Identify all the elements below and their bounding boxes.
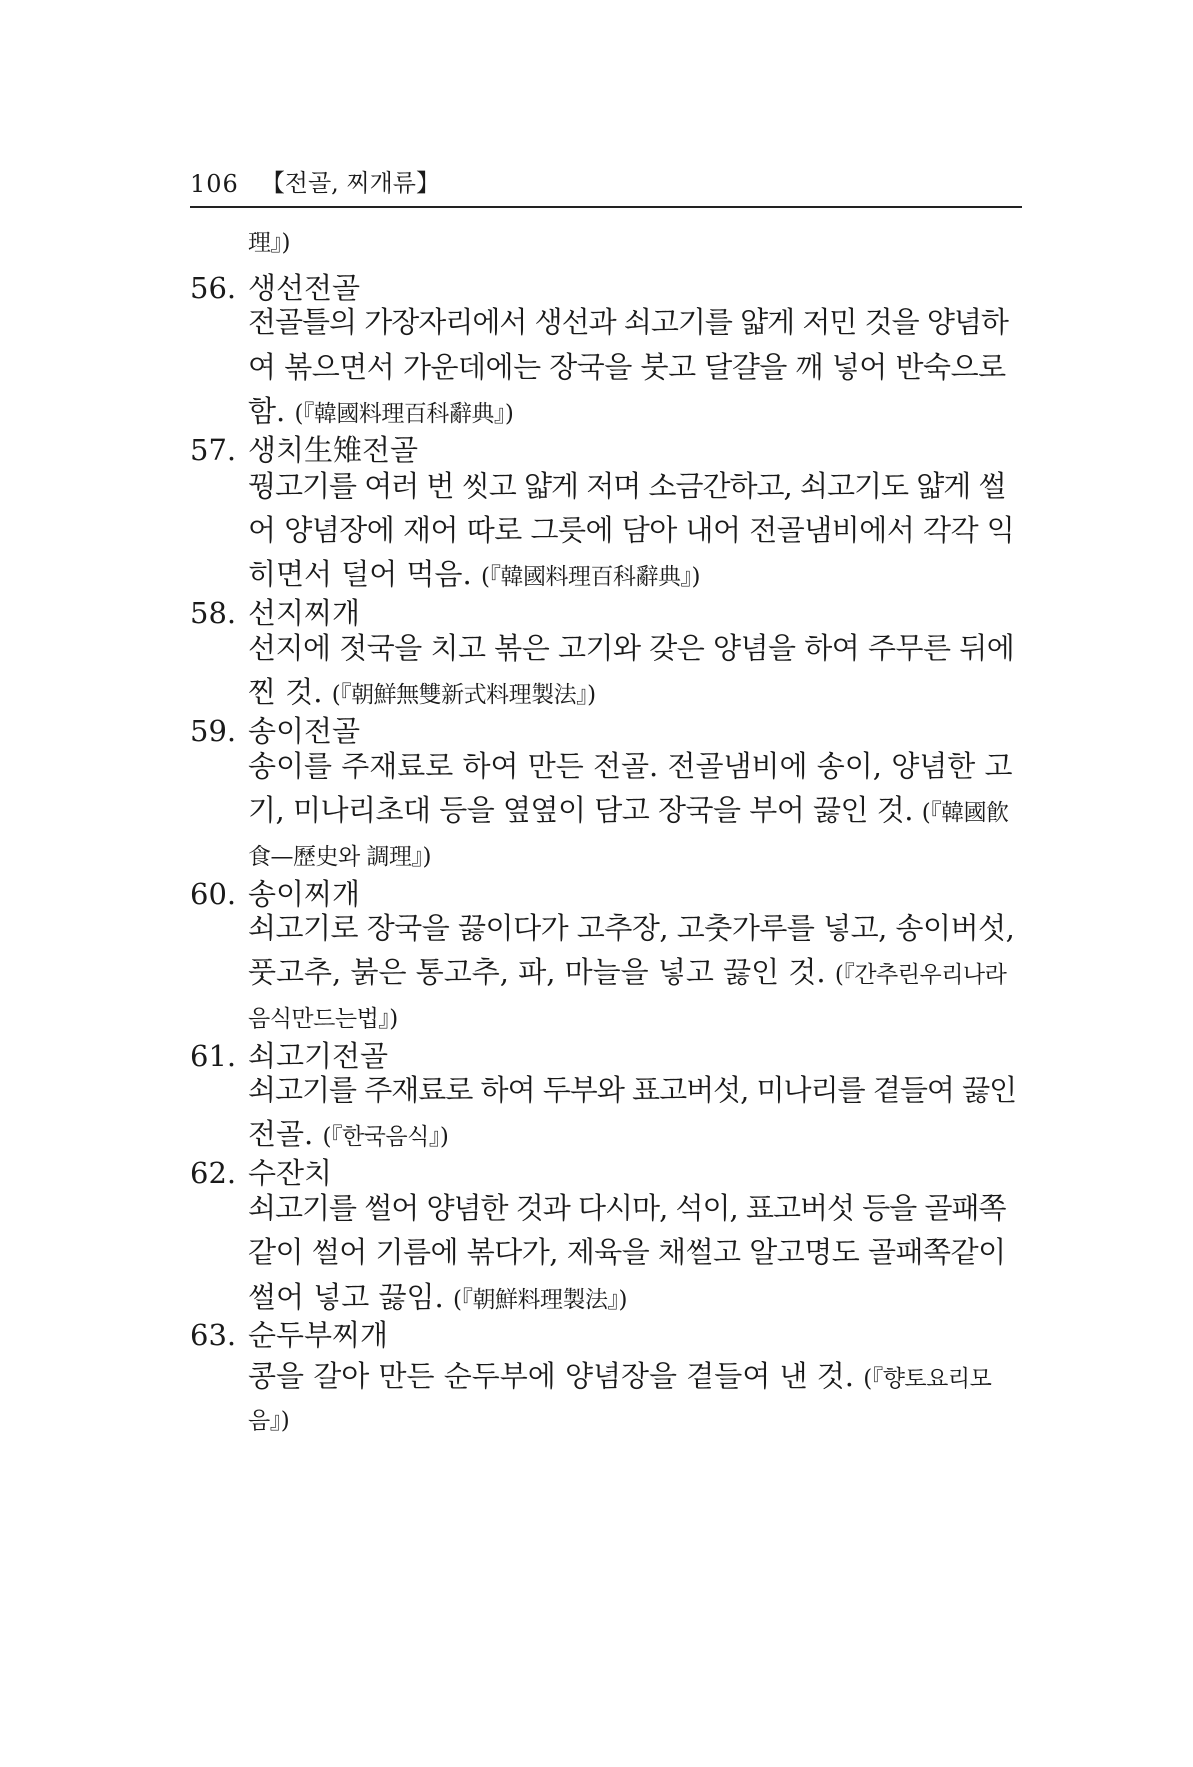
entry-text-line: 쇠고기를 주재료로 하여 두부와 표고버섯, 미나리를 곁들여 끓인 [248, 1073, 1017, 1107]
entry-title: 생선전골 [248, 271, 361, 305]
entry-text-line: 선지에 젓국을 치고 볶은 고기와 갖은 양념을 하여 주무른 뒤에 [248, 631, 1015, 665]
entry-text-line [248, 834, 1016, 877]
entry-heading [190, 593, 360, 633]
source-citation: (『향토요리모 [863, 1366, 992, 1392]
source-citation: (『韓國料理百科辭典』) [480, 564, 700, 590]
section-title: 【전골, 찌개류】 [260, 169, 440, 197]
source-citation: 음』) [248, 1408, 290, 1434]
entry-number: 59. [190, 714, 237, 748]
entry-heading [190, 711, 360, 751]
entry-text-line: 썰어 넣고 끓임. (『朝鮮料理製法』) [248, 1280, 627, 1314]
source-citation: (『朝鮮料理製法』) [452, 1287, 627, 1313]
entry-number: 56. [190, 271, 237, 305]
entry-text-line: 함. (『韓國料理百科辭典』) [248, 394, 514, 428]
entry-text-line: 전골. (『한국음식』) [248, 1117, 449, 1151]
entry-title: 선지찌개 [248, 596, 361, 630]
entry-text-line: 쇠고기로 장국을 끓이다가 고추장, 고춧가루를 넣고, 송이버섯, [248, 911, 1015, 945]
entry-heading [190, 1153, 332, 1193]
entry-text-line: 꿩고기를 여러 번 씻고 얇게 저며 소금간하고, 쇠고기도 얇게 썰 [248, 469, 1006, 503]
entry-text-line: 풋고추, 붉은 통고추, 파, 마늘을 넣고 끓인 것. (『간추린우리나라 [248, 955, 1007, 989]
source-citation: (『한국음식』) [322, 1124, 449, 1150]
entry-text-line: 쇠고기를 썰어 양념한 것과 다시마, 석이, 표고버섯 등을 골패쪽 [248, 1191, 1006, 1225]
running-head [190, 168, 1022, 208]
entry-text-line: 어 양념장에 재어 따로 그릇에 담아 내어 전골냄비에서 각각 익 [248, 513, 1015, 547]
entry-text-line: 같이 썰어 기름에 볶다가, 제육을 채썰고 알고명도 골패쪽같이 [248, 1235, 1006, 1269]
continuation-line: 理』) [248, 230, 290, 256]
entry-number: 58. [190, 596, 237, 630]
source-citation: (『朝鮮無雙新式料理製法』) [331, 682, 596, 708]
entry-title: 송이전골 [248, 714, 361, 748]
source-citation: 食—歷史와 調理』) [248, 844, 432, 870]
source-citation: (『韓國料理百科辭典』) [294, 401, 514, 427]
entry-title: 송이찌개 [248, 877, 361, 911]
entry-title: 수잔치 [248, 1156, 333, 1190]
entry-text-line [248, 1398, 1016, 1441]
entry-text-line: 찐 것. (『朝鮮無雙新式料理製法』) [248, 675, 596, 709]
entry-text-line: 전골틀의 가장자리에서 생선과 쇠고기를 얇게 저민 것을 양념하 [248, 305, 1008, 339]
entry-text-line: 송이를 주재료로 하여 만든 전골. 전골냄비에 송이, 양념한 고 [248, 749, 1013, 783]
entry-text-line: 히면서 덜어 먹음. (『韓國料理百科辭典』) [248, 557, 700, 591]
entry-number: 62. [190, 1156, 237, 1190]
entry-text-line: 콩을 갈아 만든 순두부에 양념장을 곁들여 낸 것. (『향토요리모 [248, 1359, 992, 1393]
entry-text-line: 여 볶으면서 가운데에는 장국을 붓고 달걀을 깨 넣어 반숙으로 [248, 350, 1006, 384]
entry-heading [190, 430, 418, 470]
entry-number: 61. [190, 1039, 237, 1073]
entry-heading [190, 1315, 388, 1355]
entry-text-line: 기, 미나리초대 등을 옆옆이 담고 장국을 부어 끓인 것. (『韓國飮 [248, 793, 1009, 827]
entry-title: 쇠고기전골 [248, 1039, 389, 1073]
entry-number: 57. [190, 433, 237, 467]
source-citation: 음식만드는법』) [248, 1006, 398, 1032]
entry-number: 63. [190, 1318, 237, 1352]
page-number: 106 [190, 170, 239, 198]
entry-number: 60. [190, 877, 237, 911]
entry-title: 생치生雉전골 [248, 433, 419, 467]
source-citation: (『韓國飮 [921, 800, 1009, 826]
source-citation: (『간추린우리나라 [834, 962, 1007, 988]
entry-title: 순두부찌개 [248, 1318, 389, 1352]
entry-text-line [248, 996, 1016, 1039]
